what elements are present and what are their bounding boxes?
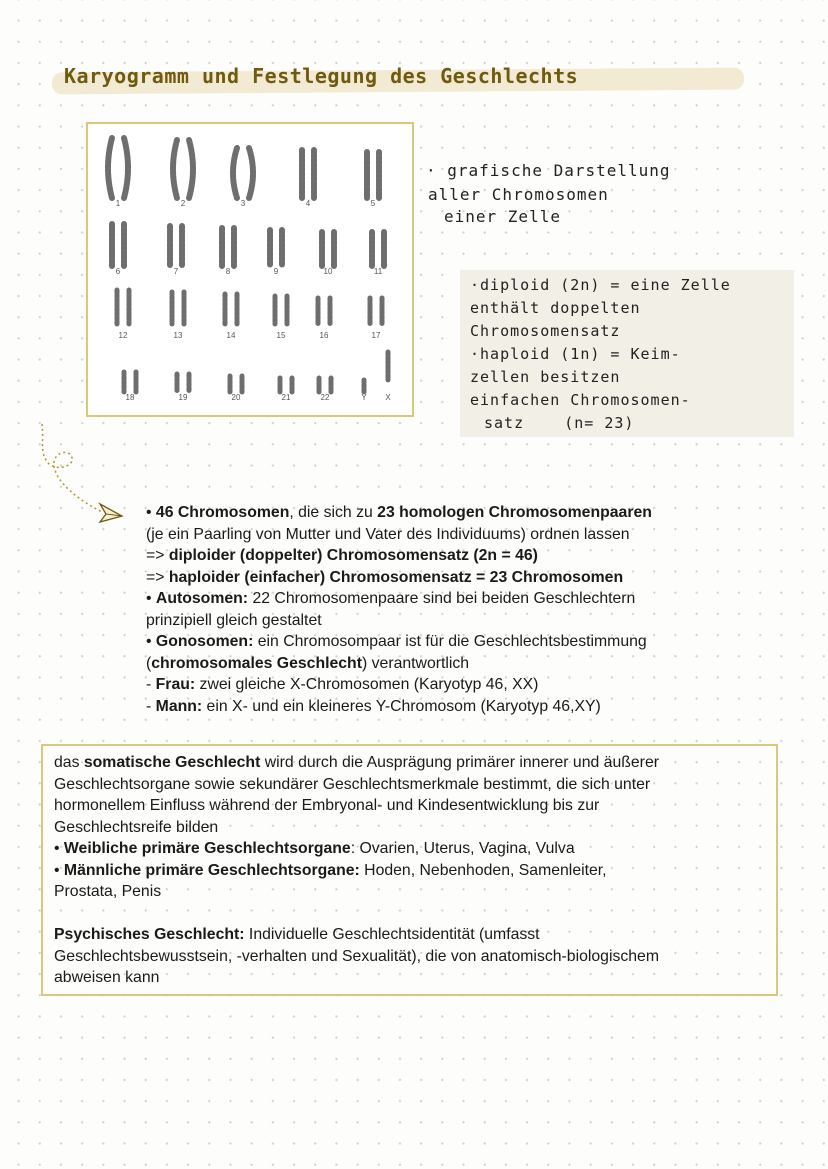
chromosome-facts: [146, 502, 746, 717]
fact-line-8: [146, 653, 746, 675]
chromosome-label: 5: [370, 199, 376, 208]
ploidy-line-6: einfachen Chromosomen-: [470, 391, 691, 409]
definition-line-1: · grafische Darstellung: [426, 161, 671, 180]
chromosome-label: 19: [178, 393, 188, 402]
box-line-11: abweisen kann: [54, 969, 160, 986]
chromosome-pair: [222, 228, 234, 266]
box-line-5: [54, 838, 774, 860]
chromosome-pair: [177, 374, 189, 392]
chromosome-label: 8: [225, 267, 231, 276]
chromosome-label: 22: [320, 393, 330, 402]
chromosome-pair: [173, 140, 193, 198]
fact-line-10: [146, 696, 746, 718]
box-line-9-bold: Psychisches Geschlecht:: [54, 926, 245, 943]
chromosome-pair: [170, 226, 182, 266]
karyogram-image: [86, 122, 414, 417]
fact-line-3: [146, 545, 746, 567]
chromosome-label: 10: [323, 267, 333, 276]
page-title: Karyogramm und Festlegung des Geschlechts: [64, 64, 579, 88]
fact-line-10-bold: Mann:: [155, 697, 203, 715]
sex-definition-text: [54, 752, 774, 989]
chromosome-pair: [370, 298, 382, 324]
box-line-2: Geschlechtsorgane sowie sekundärer Geschlechtsmerkmale bestimmt, die sich unter: [54, 775, 651, 793]
fact-line-7-text: ein Chromosompaar ist für die Geschlechtsbestimmung: [253, 633, 647, 650]
fact-line-7-bold: Gonosomen:: [155, 633, 254, 650]
box-line-6-bullet: •: [54, 861, 64, 879]
box-line-1-text-b: wird durch die Ausprägung primärer innerer und äußerer: [260, 754, 659, 771]
fact-line-9: [146, 674, 746, 696]
chromosome-label: Y: [361, 393, 367, 402]
box-line-5-bold: Weibliche primäre Geschlechtsorgane: [63, 840, 351, 857]
box-line-9-text: Individuelle Geschlechtsidentität (umfasst: [244, 926, 540, 943]
box-line-5-text: : Ovarien, Uterus, Vagina, Vulva: [350, 840, 575, 857]
definition-line-2: aller Chromosomen: [428, 185, 609, 204]
chromosome-label: 16: [319, 331, 329, 340]
chromosome-pair: [117, 290, 129, 324]
chromosome-pair: [124, 372, 136, 392]
karyogram-figure: [88, 124, 412, 415]
fact-line-4: [146, 567, 746, 589]
fact-line-2: (je ein Paarling von Mutter und Vater des Individuums) ordnen lassen: [146, 525, 630, 543]
chromosome-pair: [233, 148, 253, 198]
fact-line-9-dash: -: [146, 676, 156, 693]
fact-line-3-bold: diploider (doppelter) Chromosomensatz (2n = 46): [168, 547, 538, 564]
chromosome-label: 6: [115, 267, 121, 276]
box-line-6-text: Hoden, Nebenhoden, Samenleiter,: [359, 861, 607, 879]
chromosome-pair: [302, 150, 314, 198]
fact-line-1-bold-a: 46 Chromosomen: [155, 504, 290, 521]
chromosome-label: 14: [226, 331, 236, 340]
fact-line-1-bold-b: 23 homologen Chromosomenpaaren: [377, 504, 652, 521]
definition-line-3: einer Zelle: [444, 207, 561, 226]
ploidy-line-7: satz (n= 23): [484, 414, 635, 432]
fact-line-5-text: 22 Chromosomenpaare sind bei beiden Geschlechtern: [248, 590, 636, 607]
chromosome-pair: [372, 232, 384, 266]
box-line-6-bold: Männliche primäre Geschlechtsorgane:: [63, 861, 360, 879]
chromosome-pair: [108, 138, 128, 198]
chromosome-label: 15: [276, 331, 286, 340]
fact-line-10-text: ein X- und ein kleineres Y-Chromosom (Karyotyp 46,XY): [202, 697, 601, 715]
fact-line-8-text: ) verantwortlich: [361, 654, 470, 672]
box-line-6: [54, 860, 774, 882]
ploidy-line-4: ·haploid (1n) = Keim-: [470, 345, 681, 363]
arrow-doodle-icon: [30, 420, 130, 530]
fact-line-1: [146, 502, 746, 524]
chromosome-label: 12: [118, 331, 128, 340]
box-line-1-bold: somatische Geschlecht: [83, 754, 261, 771]
box-line-10: Geschlechtsbewusstsein, -verhalten und Sexualität), die von anatomisch-biologischem: [54, 947, 659, 965]
chromosome-label: X: [385, 393, 391, 402]
fact-line-7: [146, 631, 746, 653]
chromosome-pair: [319, 378, 331, 392]
ploidy-line-1: ·diploid (2n) = eine Zelle: [470, 276, 731, 294]
chromosome-pair: [367, 152, 379, 198]
chromosome-pair: [230, 376, 242, 392]
box-line-7: Prostata, Penis: [54, 883, 162, 900]
box-line-5-bullet: •: [54, 840, 64, 857]
fact-line-9-text: zwei gleiche X-Chromosomen (Karyotyp 46, XX): [195, 676, 539, 693]
fact-line-9-bold: Frau:: [155, 676, 196, 693]
fact-line-7-bullet: •: [146, 633, 156, 650]
chromosome-label: 9: [273, 267, 279, 276]
chromosome-label: 1: [115, 199, 121, 208]
chromosome-label: 7: [173, 267, 179, 276]
chromosome-pair: [172, 292, 184, 324]
fact-line-5: [146, 588, 746, 610]
box-line-3: hormonellem Einfluss während der Embryonal- und Kindesentwicklung bis zur: [54, 797, 600, 814]
fact-line-4-arrow: =>: [146, 568, 169, 586]
fact-line-4-bold: haploider (einfacher) Chromosomensatz = 23 Chromosomen: [168, 568, 624, 586]
box-line-1: [54, 752, 774, 774]
chromosome-label: 11: [373, 267, 383, 276]
chromosome-pair: [225, 294, 237, 324]
fact-line-1-bullet: •: [146, 504, 156, 521]
box-line-9: [54, 924, 774, 946]
chromosome-label: 2: [180, 199, 186, 208]
chromosome-label: 18: [125, 393, 135, 402]
box-line-1-text-a: das: [54, 754, 84, 771]
fact-line-10-dash: -: [146, 697, 156, 715]
fact-line-5-bold: Autosomen:: [155, 590, 249, 607]
fact-line-8-open: (: [146, 654, 152, 672]
chromosome-label: 17: [371, 331, 381, 340]
title-area: [52, 64, 748, 94]
ploidy-line-5: zellen besitzen: [470, 368, 621, 386]
fact-line-6: prinzipiell gleich gestaltet: [146, 611, 322, 629]
chromosome-pair: [275, 296, 287, 324]
chromosome-pair: [318, 298, 330, 324]
chromosome-label: 21: [281, 393, 291, 402]
chromosome-pair: [322, 232, 334, 266]
fact-line-1-text: , die sich zu: [289, 504, 378, 521]
chromosome-pair: [112, 224, 124, 266]
chromosome-label: 4: [305, 199, 311, 208]
chromosome-label: 20: [231, 393, 241, 402]
chromosome-label: 3: [240, 199, 246, 208]
box-line-4: Geschlechtsreife bilden: [54, 818, 219, 836]
ploidy-line-3: Chromosomensatz: [470, 322, 621, 340]
fact-line-3-arrow: =>: [146, 547, 169, 564]
chromosome-pair: [280, 378, 292, 392]
chromosome-pair: [270, 230, 282, 266]
chromosome-label: 13: [173, 331, 183, 340]
ploidy-line-2: enthält doppelten: [470, 299, 641, 317]
box-spacer: [54, 903, 774, 925]
fact-line-8-bold: chromosomales Geschlecht: [151, 654, 362, 672]
fact-line-5-bullet: •: [146, 590, 156, 607]
